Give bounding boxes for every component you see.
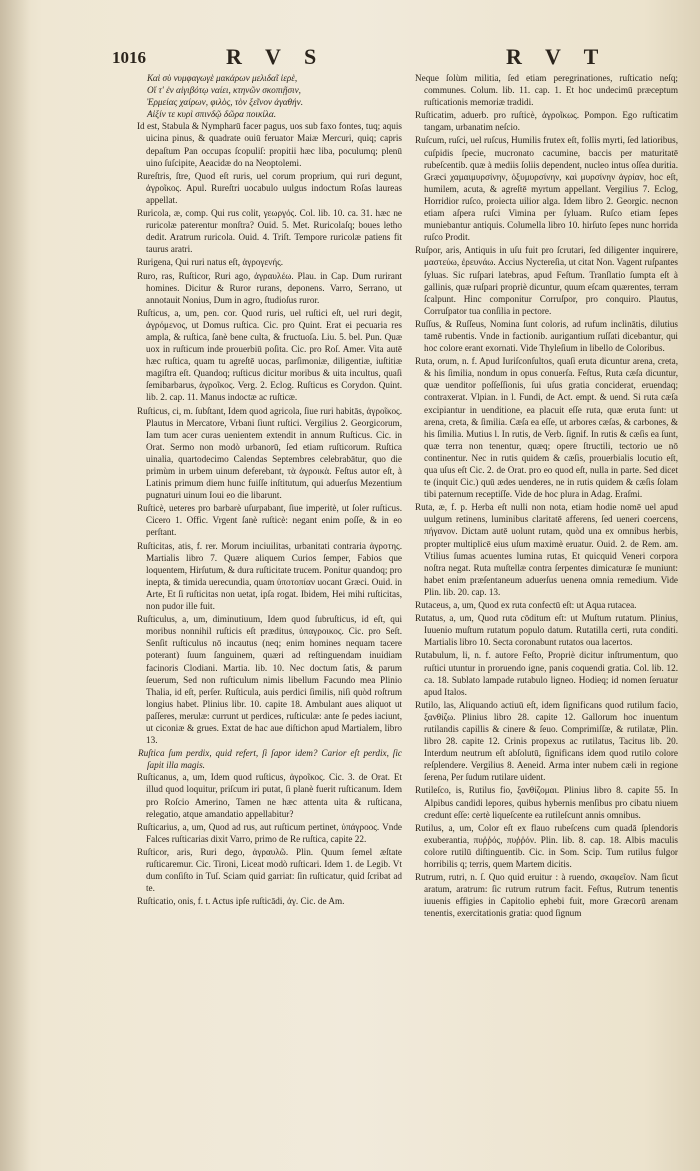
dictionary-entry: Ruſticanus, a, um, Idem quod ruſticus, ἀγροῖκος. Cic. 3. de Orat. Et illud quod loquitur, priſcum iri putat, ſi planè fuerit ruſticanum. Idem pro Roſcio Amerino, Tamen ne hæc attenta uita & ruſticana, relegatio, atque amandatio appellabitur? [137,772,402,819]
dictionary-entry: Ruſticè, ueteres pro barbarè uſurpabant, ſiue imperitè, ut ſoler ruſticus. Cicero 1. Offic. Vrgent ſanè ruſticè: negant enim poſſe, & in eo perſtant. [137,503,402,538]
dictionary-entry: Rutileſco, is, Rutilus fio, ξανθίζομαι. Plinius libro 8. capite 55. In Alpibus candidi lepores, quibus hybernis menſibus pro cibatu niuem credunt eſſe: certè liqueſcente ea rutileſcunt annis omnibus. [415,785,678,820]
dictionary-entry: Ruſticus, a, um, pen. cor. Quod ruris, uel ruſtici eſt, uel ruri degit, ἀγρόμενος, ut Domus ruſtica. Cic. pro Quint. Erat ei pecuaria res ampla, & ruſtica, ſanè bene culta, & fructuoſa. Liu. 5. bel. Pun. Quæ uox in ruſticum inde prouerbiū poſita. Cic. pro Roſ. Amer. Vita autē hæc ruſtica, quam tu agreſtē uocas, parſimoniæ, diligentiæ, iuſtitiæ magiſtra eſt. Quandoq; ruſticus dicitur moribus & uita incultus, quaſi ſemibarbarus, ἀγροῖκος. Verg. 2. Eclog. Ruſticus es Corydon. Quint. lib. 2. cap. 11. Manus indoctæ ac ruſticæ. [137,307,402,403]
verse-line: Καὶ σὺ νυμφαγωγὲ μακάρων μελιδαῖ ἱερὲ, [147,73,298,83]
dictionary-entry: Rutabulum, li, n. f. autore Feſto, Propriè dicitur inſtrumentum, quo ruſtici utuntur in proruendo igne, panis coquendi gratia. Col. lib. 12. ca. 18. Sublato lampade rutabulo ligneo. Hodieq; id nomen ſeruatur apud Italos. [415,650,678,697]
page-header [0,44,700,74]
left-running-head: R V S [226,44,326,69]
dictionary-entry: Rutaceus, a, um, Quod ex ruta confectū eſt: ut Aqua rutacea. [415,600,637,611]
dictionary-entry: Ruſticatim, aduerb. pro ruſticè, ἀγροῖκως. Pompon. Ego ruſticatim tangam, urbanatim neſcio. [415,110,678,133]
right-column [415,72,678,1072]
dictionary-entry: Rutilo, las, Aliquando actiuū eſt, idem ſignificans quod rutilum facio, ξανθίζω. Plinius libro 28. capite 12. Gallorum hoc inuentum rutilandis capillis & cinere & ſeuo. Comprimiſſæ, & rutilatæ, Plin. libro 28. capite 12. Crinis propexus ac rutilatus, Tacitus lib. 20. Interdum neutrum eſt abſolutū, ſignificans idem quod rutilo colore reſplendere. Vergilius 8. Aeneid. Arma inter nubem cæli in regione ſerena, Per ſudum rutilare uident. [415,699,678,783]
dictionary-entry: Ruſcum, ruſci, uel ruſcus, Humilis frutex eſt, folîis myrti, ſed latioribus, cuſpidis ſpecie, mucronato cacumine, baccis per maturitatē rubeſcentib. quæ à mediis ſoliis dependent, nucleo intus oſſea duritia. Græci χαμαιμυρσίνην, ὀξυμυρσίνην, καὶ μυρσίνην ἀγρίαν, hoc eſt, humilem, acuta, & agreſtē myrtum appellant. Vergilius 7. Eclog, Horridior ruſco, proiecta uilior alga. Idem libro 2. Georgic. necnon etiam aſpera ruſci Vimina per ſyluam. Ruſco etiam ſepes muniebantur antiquis. Columella libro 10. hirſuto ſepes nunc horrida ruſco Prodit. [415,135,678,243]
dictionary-entry: Ruſticus, ci, m. ſubſtant, Idem quod agricola, ſiue ruri habitās, ἀγροῖκος. Plautus in Mercatore, Vrbani ſiunt ruſtici. Vergilius 2. Georgicorum, Iam tum acer curas uenientem extendit in annum Ruſticus. Cic. in Orat. Sermo non modò urbanorū, ſed etiam ruſticorum. Ruſtica uinalia, quartodecimo Calendas Septembres celebrabātur, quo die primùm in urbem uinum deferebant, τὰ ἀγροικὰ. Feſtus autor eſt, à Latinis primum diem hunc fuiſſe inſtitutum, qui aduerſus Mezentium pugnaturi uinum Ioui eo die libarunt. [137,405,402,501]
dictionary-entry: Ruſticor, aris, Ruri dego, ἀγραυλῶ. Plin. Quum ſemel æſtate ruſticaremur. Cic. Tironi, Liceat modò ruſticari. Idem 1. de Legib. Vt dum conſiſto in Tuſ. Sciam quid garriat: ſin ruſticatur, quid ſcribat ad te. [137,846,402,894]
dictionary-entry: Rutilus, a, um, Color eſt ex flauo rubeſcens cum quadā ſplendoris exuberantia, πυῤῥός, πυῤῥόν. Plin. lib. 8. cap. 18. Albis maculis colore rutilū diſtinguentib. Cic. in Som. Scip. Tum rutilus fulgor horribilis q; terris, quem Martem dicitis. [415,822,678,869]
greek-epigram [137,72,402,120]
left-column [137,72,402,1072]
dictionary-entry: Ruſticulus, a, um, diminutiuum, Idem quod ſubruſticus, id eſt, qui moribus nonnihil ruſticis eſt præditus, ὑπαγροικος. Cic. pro Seſt. Senſit ruſticulus nō incautus (neq; enim homines nequam tacere poterant) ſuum ſanguinem, quæri ad reſtinguendam inuidiam facinoris Clodiani. Martia. lib. 10. Nec doctum ſatis, & parum ſeuerum, Sed non ruſticulum nimis libellum Facundo mea Plinio Thalia, id eſt, perſer. Ruſticula, auis perdici ſimilis, niſi quòd roſtrum longius habet. Plinius libr. 10. capite 18. Ambulant aues aliquot ut paſſeres, merulæ: currunt ut perdices, ruſticulæ: ante ſe pedes iaciunt, ut ciconiæ & grues. Extat de hac aue diſtichon apud Martialem, libro 13. [137,614,402,746]
dictionary-entry: Ruricola, æ, comp. Qui rus colit, γεωργός. Col. lib. 10. ca. 31. hæc ne ruricolæ paterentur monſtra? Ouid. 5. Met. Ruricolaſq; boues letho dedit. Aratrum ruricola. Ouid. 4. Triſt. Tempore ruricolæ patiens fit taurus aratri. [137,208,402,255]
dictionary-entry: Ruſſus, & Ruſſeus, Nomina ſunt coloris, ad rufum inclinātis, dilutius tamē rubentis. Vnde in factionib. aurigantium ruſſati dicebantur, qui hoc colore erant exornati. Vide Thyleſium in libello de Coloribus. [415,318,678,354]
dictionary-entry: Rutrum, rutri, n. ſ. Quo quid eruitur : à ruendo, σκαφεῖον. Nam ſicut aratum, aratrum: ſic rutrum rutrum facit. Feſtus, Rutrum tenentis iuuenis effigies in Capitolio ephebi fuit, more Græcorū arenam tenentis, exercitationis gratia: quod ſignum [415,872,678,919]
dictionary-entry: Rureſtris, ſtre, Quod eſt ruris, uel corum proprium, qui ruri degunt, ἀγροῖκος. Apul. Rureſtri uocabulo uulgus indoctum Roſas laureas appellat. [137,170,402,205]
dictionary-entry: Ruſticatio, onis, f. t. Actus ipſe ruſticādi, ἀγ. Cic. de Am. [137,896,345,907]
verse-line: Ἐρμείας χαίρων, φιλὸς, τὸν ξεῖνον ἀγαθήν. [147,97,303,108]
dictionary-entry: Ruſticitas, atis, f. rer. Morum inciuilitas, urbanitati contraria ἀγροτης. Martialis libro 7. Quære aliquem Curios ſemper, Fabios que loquentem, Hirſutum, & dura ruſticitate trucem. Ponitur quandoq; pro inepta, & timida uerecundia, quam ὑποτοπίαν uocant Græci. Ouid. in Arte, Et ſi ruſticitas non uetat, ipſa rogat. Ibidem, Hei mihi ruſticitas, non pudor ille fuit. [137,540,402,612]
page-number: 1016 [112,48,146,67]
dictionary-entry: Ruſticarius, a, um, Quod ad rus, aut ruſticum pertinet, ὑπάγροος. Vnde Falces ruſticarias dixit Varro, primo de Re ruſtica, capite 22. [137,821,402,844]
dictionary-entry: Ruſpor, aris, Antiquis in uſu fuit pro ſcrutari, ſed diligenter inquirere, μαστεύω, ἐρευνάω. Accius Nyctereſia, ut citat Non. Vagent ruſpantes ſyluas. Sic ruſpari latebras, apud Feſtum. Tranſlatio ſumpta eſt à gallinis, quæ ruſpari propriè dicuntur, quum eſcam quærentes, terram ſcalpunt. Hinc componitur Corruſpor, pro conquiro. Plautus, Corruſpator tua conſilia in pectore. [415,245,678,316]
dictionary-entry: Rurigena, Qui ruri natus eſt, ἀγρογενής. [137,257,284,268]
verse-line: Αἰξίν τε κυρὶ σπινδῷ δῶρα ποικίλα. [147,109,277,120]
dictionary-entry: Ruro, ras, Ruſticor, Ruri ago, ἀγραυλέω. Plau. in Cap. Dum rurirant homines. Dicitur & Ruror rurans, deponens. Varro, Serrano, ut annotauit Nonius, Dum in agro, ſtudioſus ruror. [137,270,402,305]
dictionary-entry: Ruta, æ, f. p. Herba eſt nulli non nota, etiam hodie nomē uel apud uulgum retinens, luminibus claritatē afferens, ſed ueneri coercens, πήγανον. Dictam autē uolunt rutam, quòd una ex omnibus herbis, propter multiplicē eius uſum maximè eruatur. Ouid. 2. de Rem. am. Vtilius ſumas acuentes lumina rutas, Et quicquid Veneri corpora noſtra negat. Ruta muſtellæ contra ſerpentes dimicaturæ ſe muniunt: habet enim præſentaneum aduerſus uenena omnia remedium. Vide Plin. lib. 20. cap. 13. [415,502,678,597]
dictionary-entry: Rutatus, a, um, Quod ruta cōditum eſt: ut Muſtum rutatum. Plinius, Iuuenio muſtum rutatum populo datum. Rutatilla certi, ruta conditi. Martialis libro 10. Secta coronabunt rutatos oua lacertos. [415,613,678,648]
right-running-head: R V T [506,44,608,69]
verse-line: Οἵ τ' ἐν αἰγιβότῳ ναίει, κτηνῶν σκοπιῇσιν, [147,85,301,96]
gutter-shadow [0,0,30,1171]
dictionary-entry: Neque ſolùm militia, ſed etiam peregrinationes, ruſticatio neſq; communes. Colum. lib. 11. cap. 1. Et hoc undecimū præceptum ruſticationis memoriæ tradidi. [415,73,678,108]
dictionary-entry: Id est, Stabula & Nympharū facer pagus, uos sub faxo fontes, tuq; aquis uicina pinus, & quadrate ouiū feruator Maiæ Mercuri, quiq; capris depaſtum Pan occupas ſcopuliſ: propitii hæc liba, poculumq; plenū uino ſuſcipite, Aeacidæ do na Neoptolemi. [137,121,402,168]
quoted-distich: Ruſtica ſum perdix, quid refert, ſi ſapor idem? Carior eſt perdix, ſic ſapit illa magis. [138,748,402,771]
dictionary-entry: Ruta, orum, n. f. Apud Iuriſconſultos, quaſi eruta dicuntur arena, creta, & his ſimilia, nondum in opus conuerſa. Feſtus, Ruta cæſa dicuntur, quæ uenditor poſſeſſionis, ſui uſus gratia conciderat, eruendaq; contraxerat. Vlpian. in l. Fundi, de Act. empt. & uend. Si ruta cæſa excipiantur in uenditione, ea placuit eſſe ruta, quæ eruta ſunt: ut arena, creta, & ſimilia. Cæſa ea eſſe, ut arbores cæſas, & carbones, & his ſimilia. Mutius l. In rutis, de Verb. ſignif. In rutis & cæſis ea ſunt, quæ terra non tenentur, quæq; opere ſtructili, tectorio ue nō continentur. Nec in rutis quidem & cæſis, prouerbialis locutio eſt, qua uſus eſt Cic. 2. de Orat. pro eo quod eſt, nulla in parte. Sed dicet te (inquit Cic.) quū ædes uenderes, ne in rutis quidem & cæſis ſolam tibi paternum receptiſſe. Vide de hoc plura in Adag. Eraſmi. [415,356,678,500]
